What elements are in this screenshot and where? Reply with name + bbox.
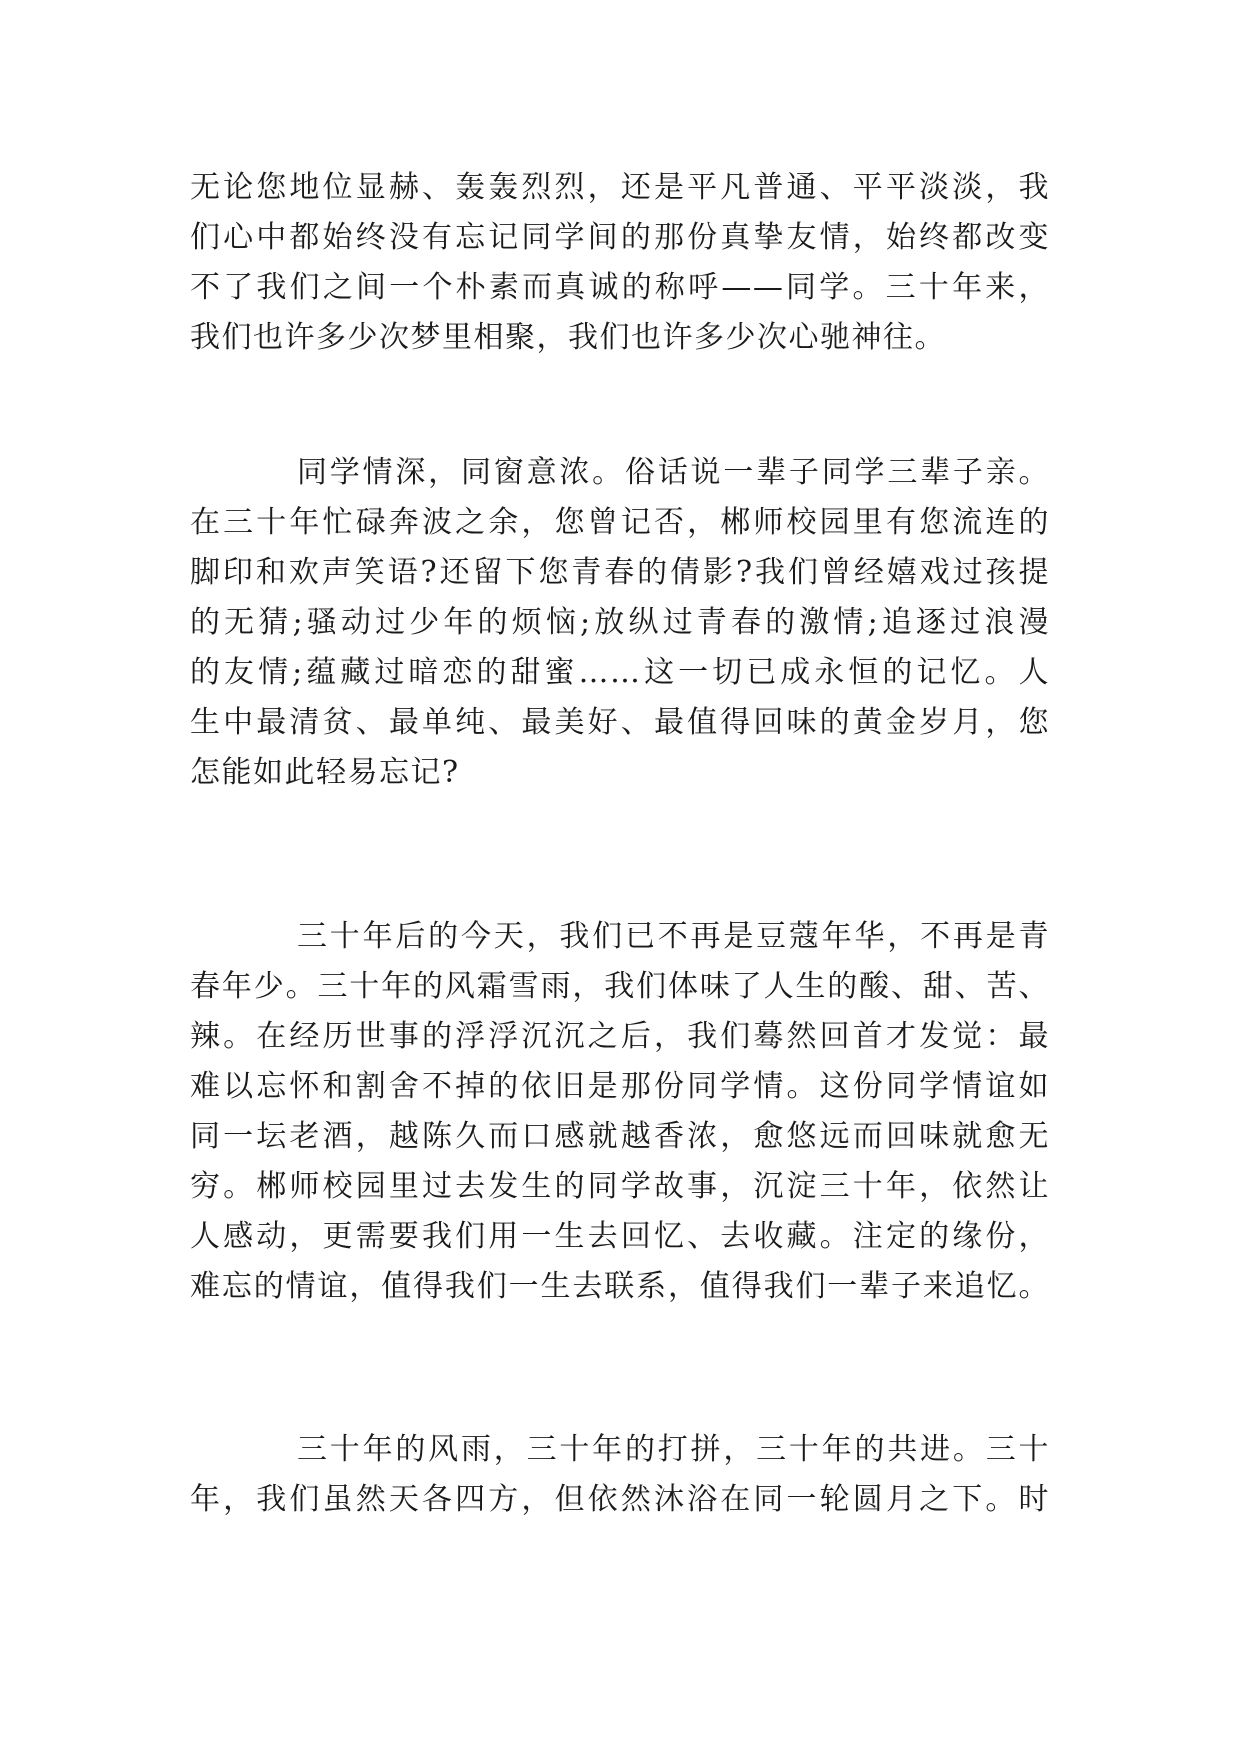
paragraph-3 bbox=[190, 912, 1050, 1312]
text-line: 年，我们虽然天各四方，但依然沐浴在同一轮圆月之下。时 bbox=[190, 1482, 1050, 1517]
text-line: 的友情;蕴藏过暗恋的甜蜜……这一切已成永恒的记忆。人 bbox=[190, 655, 1050, 690]
text-line: 在三十年忙碌奔波之余，您曾记否，郴师校园里有您流连的 bbox=[190, 505, 1050, 540]
text-line: 春年少。三十年的风霜雪雨，我们体味了人生的酸、甜、苦、 bbox=[190, 969, 1050, 1004]
paragraph-1 bbox=[190, 163, 1050, 363]
paragraph-2 bbox=[190, 448, 1050, 798]
text-line: 脚印和欢声笑语?还留下您青春的倩影?我们曾经嬉戏过孩提 bbox=[190, 555, 1050, 590]
text-line: 同一坛老酒，越陈久而口感就越香浓，愈悠远而回味就愈无 bbox=[190, 1119, 1050, 1154]
text-line: 我们也许多少次梦里相聚，我们也许多少次心驰神往。 bbox=[190, 320, 946, 355]
text-line: 们心中都始终没有忘记同学间的那份真挚友情，始终都改变 bbox=[190, 220, 1050, 255]
text-line: 辣。在经历世事的浮浮沉沉之后，我们蓦然回首才发觉：最 bbox=[190, 1019, 1050, 1054]
text-line: 怎能如此轻易忘记? bbox=[190, 755, 460, 790]
text-line: 穷。郴师校园里过去发生的同学故事，沉淀三十年，依然让 bbox=[190, 1169, 1050, 1204]
text-line: 难忘的情谊，值得我们一生去联系，值得我们一辈子来追忆。 bbox=[190, 1269, 1050, 1304]
text-line: 三十年后的今天，我们已不再是豆蔻年华，不再是青 bbox=[297, 919, 1050, 954]
text-line: 同学情深，同窗意浓。俗话说一辈子同学三辈子亲。 bbox=[297, 455, 1050, 490]
text-line: 无论您地位显赫、轰轰烈烈，还是平凡普通、平平淡淡，我 bbox=[190, 170, 1050, 205]
text-line: 的无猜;骚动过少年的烦恼;放纵过青春的激情;追逐过浪漫 bbox=[190, 605, 1050, 640]
paragraph-4 bbox=[190, 1425, 1050, 1525]
text-line: 生中最清贫、最单纯、最美好、最值得回味的黄金岁月，您 bbox=[190, 705, 1050, 740]
text-line: 难以忘怀和割舍不掉的依旧是那份同学情。这份同学情谊如 bbox=[190, 1069, 1050, 1104]
text-line: 三十年的风雨，三十年的打拼，三十年的共进。三十 bbox=[297, 1432, 1050, 1467]
text-line: 人感动，更需要我们用一生去回忆、去收藏。注定的缘份， bbox=[190, 1219, 1050, 1254]
text-line: 不了我们之间一个朴素而真诚的称呼——同学。三十年来， bbox=[190, 270, 1050, 305]
